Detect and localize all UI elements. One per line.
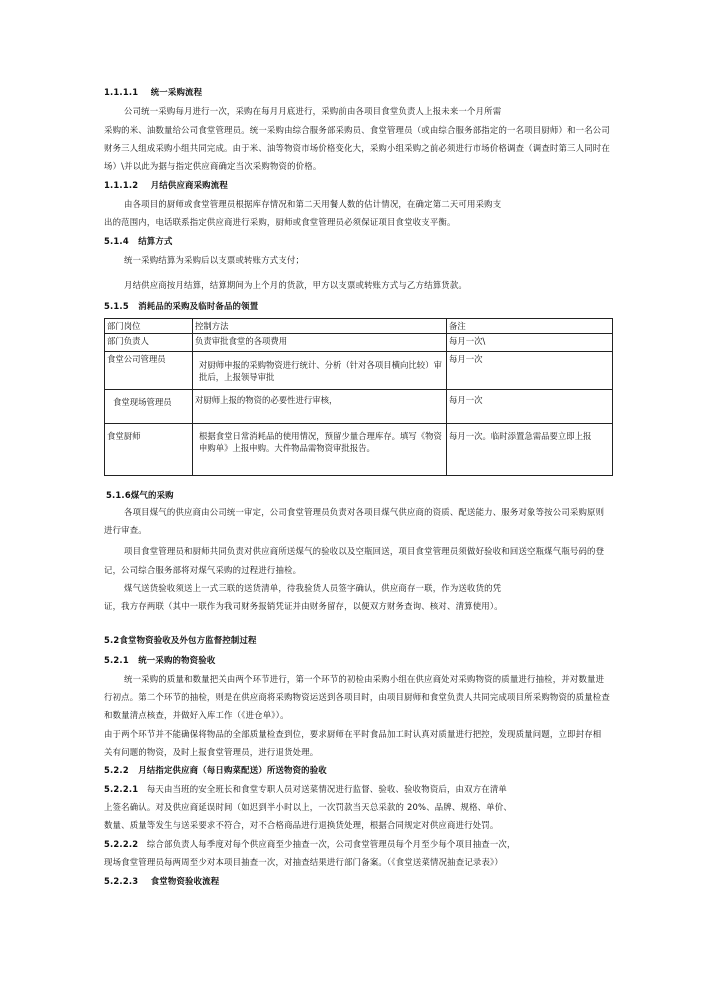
table-row (105, 334, 613, 352)
section-heading-522: 5.2.2 月结指定供应商（每日购菜配送）所送物资的验收 (104, 765, 327, 775)
table-header-cell: 部门岗位 (105, 319, 193, 334)
section-heading-516: 5.1.6煤气的采购 (106, 490, 174, 500)
paragraph-line: 采购的米、油数量给公司食堂管理员。统一采购由综合服务部采购员、食堂管理员（或由综合服务部指定的一名项目厨师）和一名公司 (104, 125, 610, 135)
paragraph-line: 数量、质量等发生与送采要求不符合，对不合格商品进行退换货处理，根据合同规定对供应商进行处罚。 (104, 820, 499, 830)
table-cell: 食堂厨师 (105, 424, 193, 476)
paragraph-line: 场）\并以此为据与指定供应商确定当次采购物资的价格。 (104, 161, 322, 171)
section-heading-514: 5.1.4 结算方式 (104, 236, 173, 246)
paragraph-line: 记，公司综合服务部将对煤气采购的过程进行抽检。 (104, 565, 302, 575)
paragraph-line: 统一采购的质量和数量把关由两个环节进行，第一个环节的初检由采购小组在供应商处对采购物资的质量进行抽检，并对数量进 (124, 674, 605, 684)
table-row (105, 352, 613, 390)
paragraph-line: 和数量清点核查，并做好入库工作（《进仓单》）。 (104, 710, 289, 720)
section-heading-1112: 1.1.1.2 月结供应商采购流程 (104, 180, 228, 190)
paragraph-line: 各项目煤气的供应商由公司统一审定，公司食堂管理员负责对各项目煤气供应商的资质、配送能力、服务对象等按公司采购原则 (124, 507, 605, 517)
paragraph-line: 煤气送货验收须送上一式三联的送货清单，待我验货人员签字确认，供应商存一联，作为送收货的凭 (124, 583, 502, 593)
table-cell: 每月一次 (447, 390, 613, 424)
table-cell: 食堂现场管理员 (105, 390, 193, 424)
clause-number: 5.2.2.2 (104, 839, 139, 849)
paragraph-line: 证，我方存两联（其中一联作为我司财务报销凭证并由财务留存，以便双方财务查询、核对、清算使用）。 (104, 601, 503, 611)
clause-number: 5.2.2.1 (104, 784, 139, 794)
table-cell: 根据食堂日常消耗品的使用情况，预留少量合理库存。填写《物资申购单》上报申购。大件物品需物资审批报告。 (193, 424, 447, 476)
paragraph-line: 统一采购结算为采购后以支票或转账方式支付； (124, 255, 305, 265)
paragraph-line: 公司统一采购每月进行一次，采购在每月月底进行，采购前由各项目食堂负责人上报未来一个月所需 (124, 106, 502, 116)
table-cell: 每月一次\ (447, 334, 613, 352)
paragraph-line: 5.2.2.1 每天由当班的安全班长和食堂专职人员对送菜情况进行监督、验收、验收物资后，由双方在清单 (104, 784, 508, 794)
table-cell: 对厨师上报的物资的必要性进行审核， (193, 390, 447, 424)
section-heading-5223: 5.2.2.3 食堂物资验收流程 (104, 876, 220, 886)
section-heading-52: 5.2食堂物资验收及外包方监督控制过程 (104, 635, 257, 645)
paragraph-line: 进行审查。 (104, 525, 147, 535)
table-cell: 部门负责人 (105, 334, 193, 352)
section-heading-521: 5.2.1 统一采购的物资验收 (104, 655, 216, 665)
paragraph-line: 关有问题的物资，及时上报食堂管理员，进行退货处理。 (104, 747, 319, 757)
table-row (105, 390, 613, 424)
table-cell: 食堂公司管理员 (105, 352, 193, 390)
control-table (104, 318, 613, 476)
paragraph-line: 财务三人组成采购小组共同完成。由于米、油等物资市场价格变化大，采购小组采购之前必须进行市场价格调查（调查时第三人同时在 (104, 143, 610, 153)
paragraph-line: 5.2.2.2 综合部负责人每季度对每个供应商至少抽查一次，公司食堂管理员每个月至少每个项目抽查一次， (104, 839, 516, 849)
paragraph-line: 出的范围内，电话联系指定供应商进行采购，厨师或食堂管理员必须保证项目食堂收支平衡。 (104, 217, 456, 227)
table-header-cell: 备注 (447, 319, 613, 334)
section-heading-1111: 1.1.1.1 统一采购流程 (104, 87, 203, 97)
paragraph-line: 现场食堂管理员每两周至少对本项目抽查一次，对抽查结果进行部门备案。（《食堂送菜情况抽查记录表》） (104, 857, 504, 867)
table-cell: 对厨师申报的采购物资进行统计、分析（针对各项目横向比较）审批后，上报领导审批 (193, 352, 447, 390)
table-cell: 负责审批食堂的各项费用 (193, 334, 447, 352)
paragraph-line: 月结供应商按月结算，结算期间为上个月的货款，甲方以支票或转账方式与乙方结算货款。 (124, 280, 467, 290)
paragraph-line: 项目食堂管理员和厨师共同负责对供应商所送煤气的验收以及空瓶回送，项目食堂管理员须做好验收和回送空瓶煤气瓶号码的登 (124, 546, 605, 556)
paragraph-line: 行初点。第二个环节的抽检，则是在供应商将采购物资运送到各项目时，由项目厨师和食堂负责人共同完成项目所采购物资的质量检查 (104, 692, 610, 702)
paragraph-line: 由于两个环节并不能确保将物品的全部质量检查到位，要求厨师在平时食品加工时认真对质量进行把控，发现质量问题，立即封存相 (104, 729, 602, 739)
table-cell: 每月一次 (447, 352, 613, 390)
section-heading-515: 5.1.5 消耗品的采购及临时备品的领置 (104, 301, 259, 311)
table-header-row (105, 319, 613, 334)
paragraph-line: 上签名确认。对及供应商延误时间（如迟到半小时以上，一次罚款当天总采款的 20%、品牌、规格、单价、 (104, 802, 512, 812)
table-row (105, 424, 613, 476)
paragraph-line: 由各项目的厨师或食堂管理员根据库存情况和第二天用餐人数的估计情况，在确定第二天可用采购支 (124, 199, 502, 209)
table-cell: 每月一次。临时添置急需品要立即上报 (447, 424, 613, 476)
table-header-cell: 控制方法 (193, 319, 447, 334)
